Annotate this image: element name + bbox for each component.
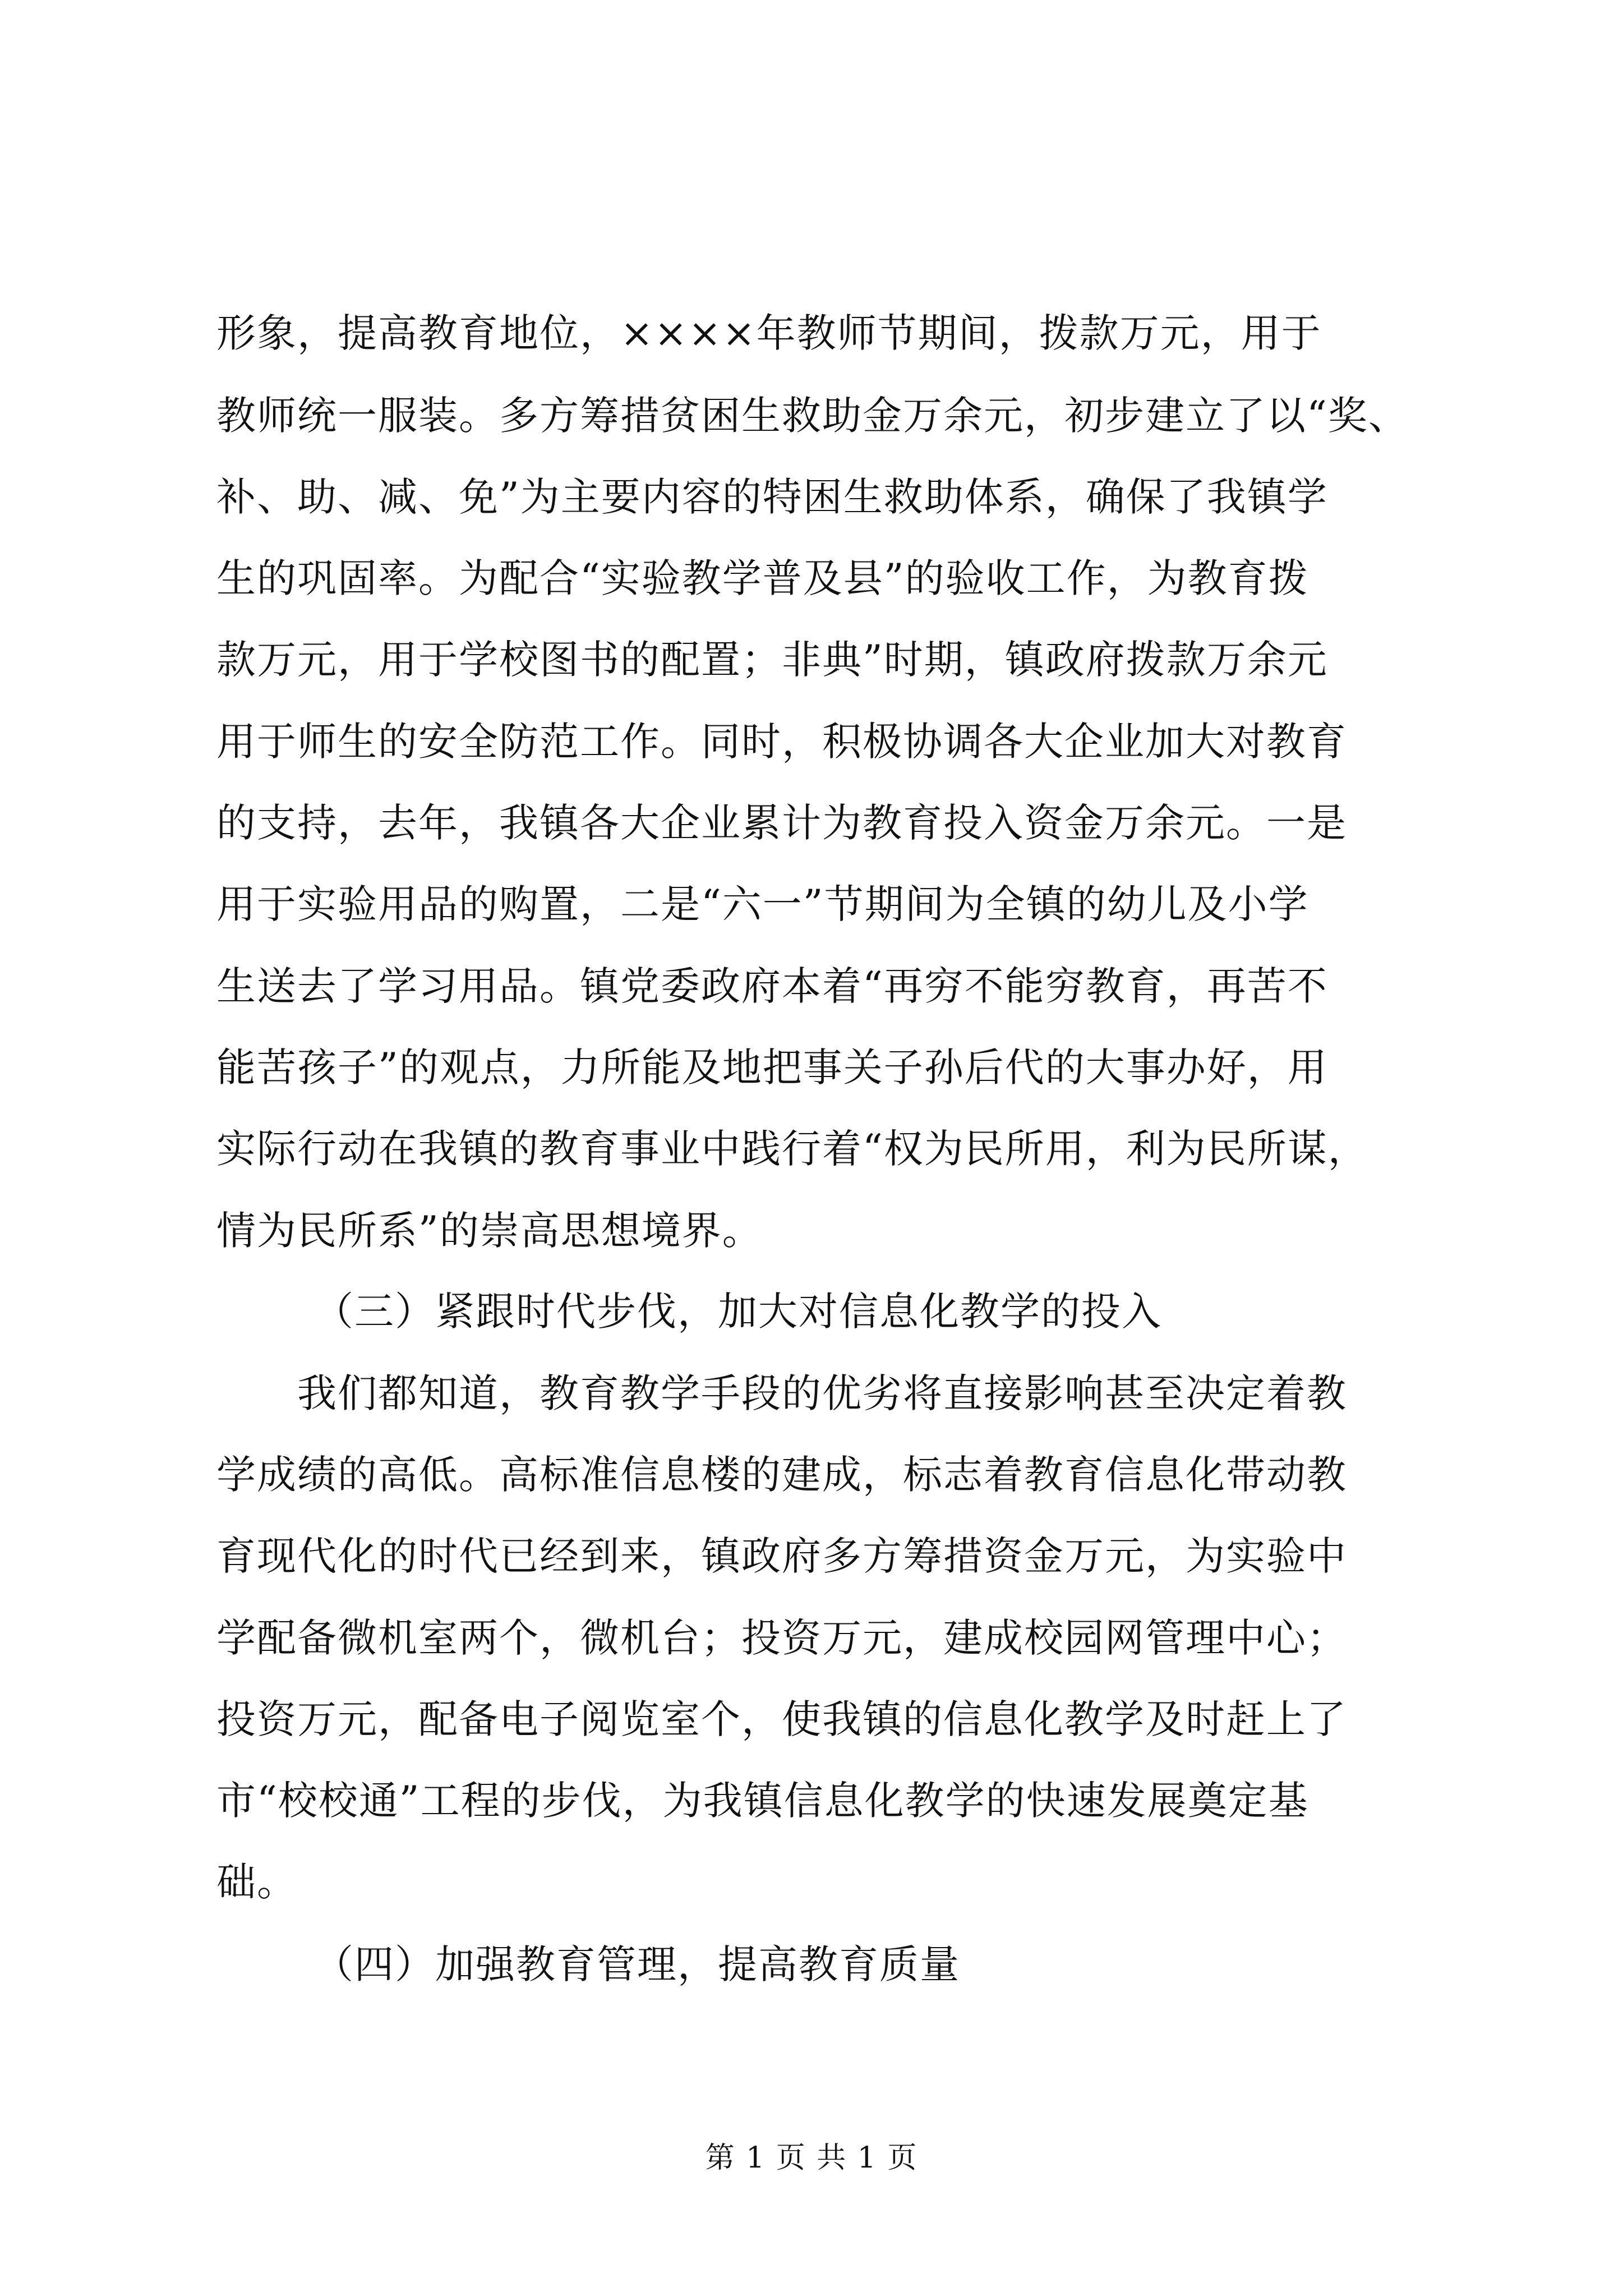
section-heading-four: （四）加强教育管理，提高教育质量 <box>314 1941 960 1987</box>
text-line: 育现代化的时代已经到来，镇政府多方筹措资金万元，为实验中 <box>216 1533 1347 1579</box>
text-line: 投资万元，配备电子阅览室个，使我镇的信息化教学及时赶上了 <box>216 1696 1347 1742</box>
text-line: 情为民所系”的崇高思想境界。 <box>216 1208 763 1254</box>
text-line: 生的巩固率。为配合“实验教学普及县”的验收工作，为教育拨 <box>216 555 1309 601</box>
text-line: 学配备微机室两个，微机台；投资万元，建成校园网管理中心； <box>216 1615 1347 1661</box>
text-line: 实际行动在我镇的教育事业中践行着“权为民所用，利为民所谋， <box>216 1126 1368 1172</box>
text-line: 市“校校通”工程的步伐，为我镇信息化教学的快速发展奠定基 <box>216 1778 1309 1824</box>
text-line: 的支持，去年，我镇各大企业累计为教育投入资金万余元。一是 <box>216 800 1347 846</box>
text-line: 用于实验用品的购置，二是“六一”节期间为全镇的幼儿及小学 <box>216 881 1309 927</box>
text-line: 形象，提高教育地位，××××年教师节期间，拨款万元，用于 <box>216 310 1322 356</box>
text-line: 补、助、减、免”为主要内容的特困生救助体系，确保了我镇学 <box>216 474 1328 520</box>
section-heading-three: （三）紧跟时代步伐，加大对信息化教学的投入 <box>314 1289 1162 1335</box>
text-line: 用于师生的安全防范工作。同时，积极协调各大企业加大对教育 <box>216 719 1347 765</box>
text-line: 能苦孩子”的观点，力所能及地把事关子孙后代的大事办好，用 <box>216 1045 1328 1091</box>
text-line: 础。 <box>216 1859 297 1905</box>
text-line: 学成绩的高低。高标准信息楼的建成，标志着教育信息化带动教 <box>216 1452 1347 1498</box>
paragraph-first-line: 我们都知道，教育教学手段的优劣将直接影响甚至决定着教 <box>297 1370 1347 1416</box>
page-footer: 第 1 页 共 1 页 <box>705 2141 918 2175</box>
text-line: 生送去了学习用品。镇党委政府本着“再穷不能穷教育，再苦不 <box>216 963 1328 1009</box>
text-line: 款万元，用于学校图书的配置；非典”时期，镇政府拨款万余元 <box>216 637 1328 683</box>
text-line: 教师统一服装。多方筹措贫困生救助金万余元，初步建立了以“奖、 <box>216 393 1409 439</box>
